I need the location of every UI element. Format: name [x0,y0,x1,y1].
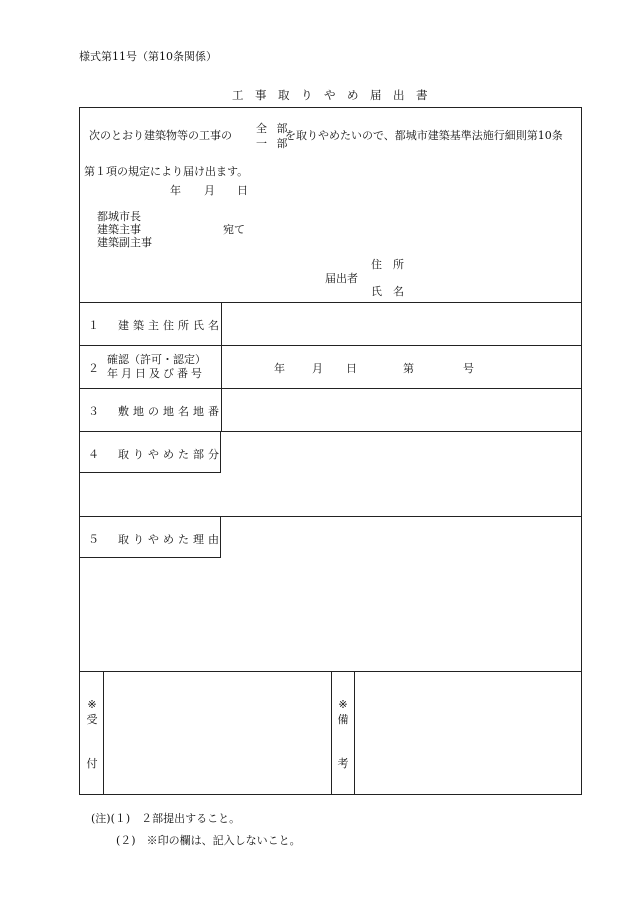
row3-label: ３ 敷地の地名地番 [88,405,223,418]
row2-field[interactable] [222,346,582,388]
option-ichi-bu: 部 [276,137,288,150]
remarks-char1: 備 [337,713,349,726]
row5-label: ５ 取りやめた理由 [88,533,223,546]
row4-label: ４ 取りやめた部分 [88,448,223,461]
row2-dai: 第 [403,362,414,375]
option-zen[interactable] [256,120,288,136]
date-year: 年 [170,184,181,197]
option-ichi-label: 一 [256,137,267,150]
addressee-deputy: 建築副主事 [97,236,152,249]
intro-line2: 第１項の規定により届け出ます。 [84,165,249,178]
date-month: 月 [204,184,215,197]
row2-label-line1: 確認（許可・認定） [107,353,206,366]
receipt-field [104,672,331,795]
receipt-char2: 付 [86,757,98,770]
row1-field[interactable] [222,303,582,345]
row2-number: ２ [88,362,99,375]
remarks-field [355,672,582,795]
row2-day: 日 [346,362,357,375]
option-ichi[interactable] [256,135,288,151]
form-number: 様式第11号（第10条関係） [79,50,217,63]
row1-label: １ 建築主住所氏名 [88,319,223,332]
note-2: (２) ※印の欄は、記入しないこと。 [116,834,301,847]
intro-part1: 次のとおり建築物等の工事の [89,129,232,142]
row2-year: 年 [274,362,285,375]
applicant-name: 氏 名 [371,285,404,298]
addressee-mayor: 都城市長 [97,210,141,223]
remarks-left-separator [331,671,332,795]
addressee-chief: 建築主事 [97,223,141,236]
receipt-char1: 受 [86,713,98,726]
row3-field[interactable] [222,389,582,431]
remarks-mark: ※ [338,698,348,711]
row2-label-line2: 年月日及び番号 [107,367,205,380]
applicant-label: 届出者 [325,272,358,285]
addressee-suffix: 宛て [223,223,245,236]
option-zen-bu: 部 [276,122,288,135]
row5-field[interactable] [80,559,582,671]
option-zen-label: 全 [256,122,267,135]
form-table [79,107,582,795]
receipt-mark: ※ [87,698,97,711]
row4-field[interactable] [80,474,582,516]
form-title: 工 事 取 り や め 届 出 書 [232,88,428,102]
applicant-address: 住 所 [371,258,404,271]
intro-part2: を取りやめたいので、都城市建築基準法施行細則第10条 [285,129,563,142]
note-1: (注)(１) ２部提出すること。 [91,812,241,825]
date-day: 日 [237,184,248,197]
row2-go: 号 [463,362,474,375]
row2-month: 月 [312,362,323,375]
remarks-char2: 考 [337,757,349,770]
